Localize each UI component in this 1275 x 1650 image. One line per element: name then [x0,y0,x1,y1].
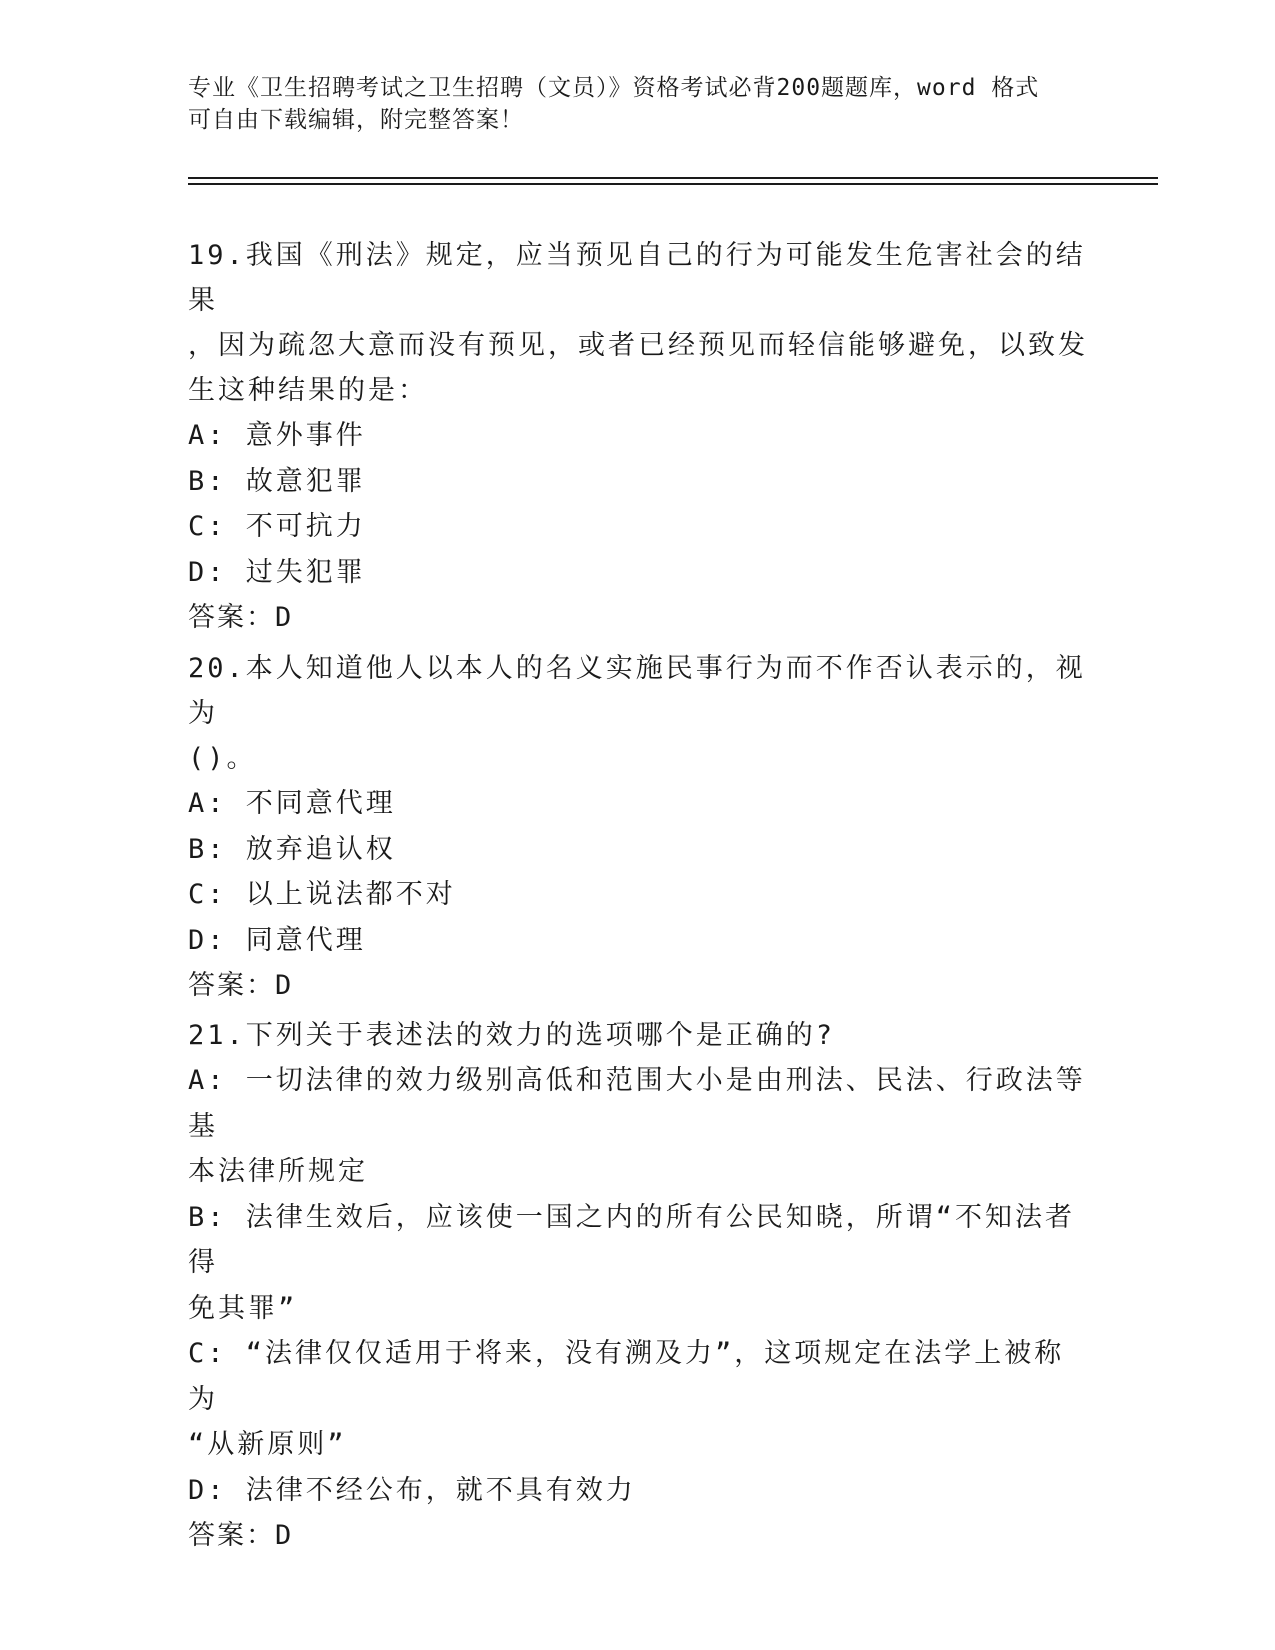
question-stem-line: ，因为疏忽大意而没有预见，或者已经预见而轻信能够避免，以致发 [188,330,1088,361]
option-d: D: 同意代理 [188,924,366,956]
option-c: C: 以上说法都不对 [188,879,456,910]
question-stem-line: 19.我国《刑法》规定，应当预见自己的行为可能发生危害社会的结果 [188,240,1086,316]
option-a: A: 不同意代理 [188,788,396,819]
option-c: C: 不可抗力 [188,511,366,542]
option-d: D: 法律不经公布，就不具有效力 [188,1474,636,1506]
header-line-2: 可自由下载编辑，附完整答案！ [188,107,524,133]
option-b-continued: 免其罪” [188,1292,298,1324]
question-stem-line: 20.本人知道他人以本人的名义实施民事行为而不作否认表示的，视为 [188,653,1086,729]
document-header [188,72,1078,136]
header-divider-top [188,177,1158,179]
option-a-continued: 本法律所规定 [188,1156,368,1187]
option-b: B: 法律生效后，应该使一国之内的所有公民知晓，所谓“不知法者得 [188,1201,1076,1278]
question-stem-line: 21.下列关于表述法的效力的选项哪个是正确的? [188,1020,836,1051]
option-d: D: 过失犯罪 [188,556,366,588]
answer: 答案：D [188,970,294,1001]
question-stem-line: ()。 [188,743,257,774]
answer: 答案：D [188,1520,294,1551]
option-b: B: 故意犯罪 [188,465,366,497]
option-b: B: 放弃追认权 [188,833,396,865]
header-line-1: 专业《卫生招聘考试之卫生招聘（文员）》资格考试必背200题题库，word 格式 [188,75,1040,101]
option-c-continued: “从新原则” [188,1429,347,1460]
option-c: C: “法律仅仅适用于将来，没有溯及力”，这项规定在法学上被称为 [188,1338,1065,1415]
option-a: A: 意外事件 [188,420,366,451]
option-a: A: 一切法律的效力级别高低和范围大小是由刑法、民法、行政法等基 [188,1065,1086,1142]
question-stem-line: 生这种结果的是： [188,375,428,406]
header-divider-bottom [188,183,1158,185]
question-21 [188,1013,1088,1559]
answer: 答案：D [188,602,294,633]
question-19 [188,233,1088,641]
question-20 [188,646,1088,1009]
